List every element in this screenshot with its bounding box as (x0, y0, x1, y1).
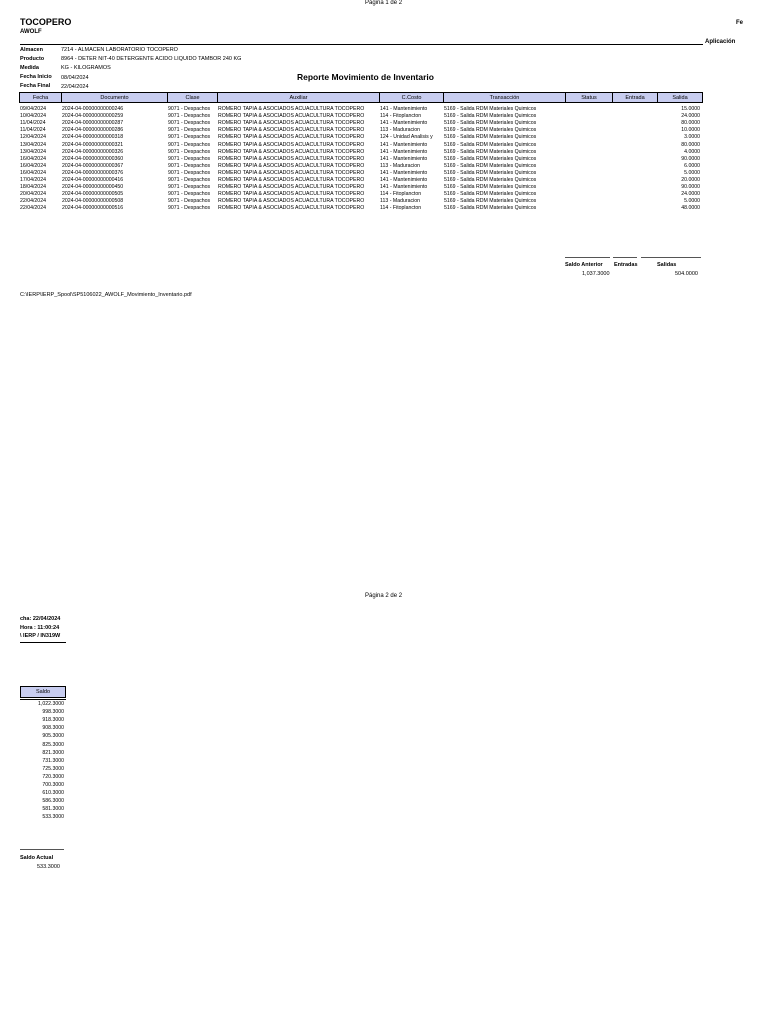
field-label-fecha-final: Fecha Final (20, 83, 51, 89)
total-divider (20, 849, 64, 850)
cell-documento: 2024-04-00000000000246 (62, 106, 124, 112)
column-header-saldo: Saldo (20, 686, 66, 698)
cell-salida: 5.0000 (684, 198, 700, 205)
cell-clase: 9071 - Despachos (168, 120, 211, 127)
cell-ccosto: 113 - Maduracion (380, 198, 420, 205)
cell-clase: 9071 - Despachos (168, 113, 211, 120)
cell-transaccion: 5169 - Salida RDM Materiales Quimicos (444, 205, 537, 212)
cell-ccosto: 141 - Mantenimiento (380, 177, 428, 183)
saldo-cell: 720.3000 (42, 773, 64, 780)
cell-clase: 9071 - Despachos (168, 205, 211, 212)
saldo-cell: 998.3000 (42, 709, 64, 716)
cell-transaccion: 5169 - Salida RDM Materiales Quimicos (444, 106, 537, 112)
field-value-fecha-inicio: 08/04/2024 (61, 75, 89, 81)
column-header-fecha: Fecha (19, 92, 61, 103)
cell-clase: 9071 - Despachos (168, 177, 211, 183)
field-label-almacen: Almacen (20, 47, 43, 53)
cell-documento: 2024-04-00000000000416 (62, 177, 124, 183)
table-row (0, 120, 768, 127)
saldo-cell: 581.3000 (42, 806, 64, 813)
cell-salida: 6.0000 (684, 162, 700, 169)
cell-transaccion: 5169 - Salida RDM Materiales Quimicos (444, 184, 537, 191)
cell-fecha: 13/04/2024 (20, 148, 46, 155)
table-row (0, 156, 768, 163)
cell-transaccion: 5169 - Salida RDM Materiales Quimicos (444, 127, 537, 134)
saldo-cell: 1,022.3000 (38, 701, 64, 707)
page-number-label: Página 2 de 2 (365, 593, 403, 599)
cell-auxiliar: ROMERO TAPIA & ASOCIADOS ACUACULTURA TOCOPERO (218, 162, 365, 169)
cell-clase: 9071 - Despachos (168, 148, 211, 155)
table-row (0, 170, 768, 177)
cell-fecha: 11/04/2024 (20, 120, 46, 127)
entradas-label: Entradas (614, 262, 638, 268)
cell-clase: 9071 - Despachos (168, 127, 211, 134)
cell-transaccion: 5169 - Salida RDM Materiales Quimicos (444, 155, 537, 162)
cell-documento: 2024-04-00000000000360 (62, 155, 124, 162)
cell-documento: 2024-04-00000000000516 (62, 205, 124, 212)
salidas-total-value: 504.0000 (675, 271, 698, 277)
table-row (0, 177, 768, 184)
saldo-cell: 825.3000 (42, 741, 64, 748)
cell-fecha: 16/04/2024 (20, 162, 46, 169)
cell-transaccion: 5169 - Salida RDM Materiales Quimicos (444, 141, 537, 148)
cell-fecha: 13/04/2024 (20, 141, 46, 148)
cell-documento: 2024-04-00000000000508 (62, 198, 124, 205)
cell-documento: 2024-04-00000000000318 (62, 134, 124, 141)
cell-salida: 90.0000 (681, 155, 700, 162)
cell-fecha: 17/04/2024 (20, 177, 46, 183)
cell-fecha: 10/04/2024 (20, 113, 46, 120)
cell-salida: 48.0000 (681, 205, 700, 212)
cell-fecha: 16/04/2024 (20, 169, 46, 176)
header-divider (20, 699, 66, 700)
company-name: TOCOPERO (20, 17, 72, 27)
field-value-medida: KG - KILOGRAMOS (61, 65, 111, 71)
cell-ccosto: 141 - Mantenimiento (380, 184, 428, 191)
column-header-salida: Salida (657, 92, 703, 103)
cell-transaccion: 5169 - Salida RDM Materiales Quimicos (444, 134, 537, 141)
header-divider (20, 44, 703, 45)
table-row (0, 127, 768, 134)
cell-salida: 80.0000 (681, 141, 700, 148)
table-row (0, 184, 768, 191)
cell-documento: 2024-04-00000000000326 (62, 148, 124, 155)
column-header-auxiliar: Auxiliar (217, 92, 379, 103)
cell-documento: 2024-04-00000000000505 (62, 191, 124, 198)
cell-ccosto: 114 - Fitoplancton (380, 191, 422, 198)
field-value-almacen: 7214 - ALMACEN LABORATORIO TOCOPERO (61, 47, 178, 53)
cell-auxiliar: ROMERO TAPIA & ASOCIADOS ACUACULTURA TOCOPERO (218, 113, 365, 120)
total-divider (613, 257, 637, 258)
table-header (19, 92, 703, 104)
column-header-documento: Documento (61, 92, 167, 103)
field-label-fecha-inicio: Fecha Inicio (20, 74, 52, 80)
cell-fecha: 18/04/2024 (20, 184, 46, 191)
cell-documento: 2024-04-00000000000286 (62, 127, 124, 134)
cell-clase: 9071 - Despachos (168, 162, 211, 169)
saldo-anterior-label: Saldo Anterior (565, 262, 603, 268)
cell-fecha: 22/04/2024 (20, 205, 46, 212)
cell-documento: 2024-04-00000000000450 (62, 184, 124, 191)
application-code: \ IERP / IN319W (20, 633, 61, 639)
cell-clase: 9071 - Despachos (168, 184, 211, 191)
saldo-cell: 905.3000 (42, 733, 64, 740)
saldo-actual-value: 533.3000 (37, 864, 60, 870)
saldo-actual-label: Saldo Actual (20, 855, 54, 861)
field-label-producto: Producto (20, 56, 45, 62)
cell-clase: 9071 - Despachos (168, 198, 211, 205)
saldo-cell: 586.3000 (42, 798, 64, 805)
page-number-label: Página 1 de 2 (365, 0, 403, 6)
saldo-cell: 908.3000 (42, 725, 64, 732)
cell-documento: 2024-04-00000000000259 (62, 113, 124, 120)
cell-salida: 20.0000 (681, 177, 700, 183)
saldo-anterior-value: 1,037.3000 (582, 271, 610, 277)
cell-transaccion: 5169 - Salida RDM Materiales Quimicos (444, 177, 537, 183)
column-header-transaccion: Transacción (443, 92, 565, 103)
cell-documento: 2024-04-00000000000376 (62, 169, 124, 176)
file-path: C:\IERP\IERP_Spool\SP5106022_AWOLF_Movimiento_Inventario.pdf (20, 292, 192, 298)
table-row (0, 142, 768, 149)
saldo-cell: 725.3000 (42, 765, 64, 772)
cell-fecha: 20/04/2024 (20, 191, 46, 198)
cell-ccosto: 141 - Mantenimiento (380, 141, 428, 148)
total-divider (641, 257, 701, 258)
cell-auxiliar: ROMERO TAPIA & ASOCIADOS ACUACULTURA TOCOPERO (218, 198, 365, 205)
saldo-cell: 918.3000 (42, 717, 64, 724)
field-label-medida: Medida (20, 65, 39, 71)
cell-auxiliar: ROMERO TAPIA & ASOCIADOS ACUACULTURA TOCOPERO (218, 141, 365, 148)
table-row (0, 198, 768, 205)
cell-clase: 9071 - Despachos (168, 169, 211, 176)
table-row (0, 113, 768, 120)
table-row (0, 163, 768, 170)
table-row (0, 205, 768, 212)
saldo-cell: 610.3000 (42, 790, 64, 797)
date-label-partial: Fe (736, 20, 744, 26)
cell-auxiliar: ROMERO TAPIA & ASOCIADOS ACUACULTURA TOCOPERO (218, 169, 365, 176)
cell-auxiliar: ROMERO TAPIA & ASOCIADOS ACUACULTURA TOCOPERO (218, 134, 365, 141)
cell-transaccion: 5169 - Salida RDM Materiales Quimicos (444, 198, 537, 205)
field-value-producto: 8964 - DETER NIT-40 DETERGENTE ACIDO LIQUIDO TAMBOR 240 KG (61, 56, 242, 62)
cell-auxiliar: ROMERO TAPIA & ASOCIADOS ACUACULTURA TOCOPERO (218, 177, 365, 183)
cell-clase: 9071 - Despachos (168, 134, 211, 141)
saldo-cell: 533.3000 (42, 814, 64, 821)
cell-transaccion: 5169 - Salida RDM Materiales Quimicos (444, 148, 537, 155)
field-value-fecha-final: 22/04/2024 (61, 84, 89, 90)
cell-salida: 15.0000 (681, 106, 700, 112)
saldo-cell: 731.3000 (42, 757, 64, 764)
cell-fecha: 16/04/2024 (20, 155, 46, 162)
report-title: Reporte Movimiento de Inventario (297, 72, 434, 82)
column-header-clase: Clase (167, 92, 217, 103)
cell-ccosto: 141 - Mantenimiento (380, 155, 428, 162)
application-label: Aplicación (705, 39, 736, 45)
cell-auxiliar: ROMERO TAPIA & ASOCIADOS ACUACULTURA TOCOPERO (218, 184, 365, 191)
column-header-status: Status (565, 92, 612, 103)
cell-clase: 9071 - Despachos (168, 141, 211, 148)
cell-fecha: 12/04/2024 (20, 134, 46, 141)
cell-fecha: 09/04/2024 (20, 106, 46, 112)
cell-ccosto: 124 - Unidad Analisis y (380, 134, 433, 141)
column-header-entrada: Entrada (612, 92, 657, 103)
cell-salida: 24.0000 (681, 191, 700, 198)
user-name: AWOLF (20, 29, 42, 35)
cell-salida: 4.0000 (684, 148, 700, 155)
cell-salida: 5.0000 (684, 169, 700, 176)
cell-transaccion: 5169 - Salida RDM Materiales Quimicos (444, 120, 537, 127)
cell-salida: 24.0000 (681, 113, 700, 120)
cell-ccosto: 141 - Mantenimiento (380, 120, 428, 127)
cell-transaccion: 5169 - Salida RDM Materiales Quimicos (444, 162, 537, 169)
cell-auxiliar: ROMERO TAPIA & ASOCIADOS ACUACULTURA TOCOPERO (218, 148, 365, 155)
table-row (0, 191, 768, 198)
report-time: Hora : 11:00:24 (20, 625, 60, 631)
cell-salida: 3.0000 (684, 134, 700, 141)
cell-auxiliar: ROMERO TAPIA & ASOCIADOS ACUACULTURA TOCOPERO (218, 106, 365, 112)
cell-ccosto: 141 - Mantenimiento (380, 106, 428, 112)
salidas-label: Salidas (657, 262, 677, 268)
cell-ccosto: 113 - Maduracion (380, 127, 420, 134)
cell-documento: 2024-04-00000000000367 (62, 162, 124, 169)
table-row (0, 149, 768, 156)
cell-salida: 10.0000 (681, 127, 700, 134)
cell-ccosto: 141 - Mantenimiento (380, 148, 428, 155)
cell-ccosto: 114 - Fitoplancton (380, 113, 422, 120)
cell-documento: 2024-04-00000000000287 (62, 120, 124, 127)
table-row (0, 134, 768, 141)
cell-ccosto: 141 - Mantenimiento (380, 169, 428, 176)
header-divider (20, 642, 66, 643)
cell-auxiliar: ROMERO TAPIA & ASOCIADOS ACUACULTURA TOCOPERO (218, 205, 365, 212)
cell-salida: 90.0000 (681, 184, 700, 191)
cell-auxiliar: ROMERO TAPIA & ASOCIADOS ACUACULTURA TOCOPERO (218, 155, 365, 162)
saldo-cell: 821.3000 (42, 749, 64, 756)
cell-fecha: 22/04/2024 (20, 198, 46, 205)
cell-documento: 2024-04-00000000000321 (62, 141, 124, 148)
cell-auxiliar: ROMERO TAPIA & ASOCIADOS ACUACULTURA TOCOPERO (218, 127, 365, 134)
cell-transaccion: 5169 - Salida RDM Materiales Quimicos (444, 191, 537, 198)
saldo-cell: 700.3000 (42, 782, 64, 788)
cell-clase: 9071 - Despachos (168, 106, 211, 112)
cell-clase: 9071 - Despachos (168, 191, 211, 198)
column-header-ccosto: C.Costo (379, 92, 443, 103)
cell-auxiliar: ROMERO TAPIA & ASOCIADOS ACUACULTURA TOCOPERO (218, 120, 365, 127)
cell-clase: 9071 - Despachos (168, 155, 211, 162)
cell-transaccion: 5169 - Salida RDM Materiales Quimicos (444, 113, 537, 120)
cell-transaccion: 5169 - Salida RDM Materiales Quimicos (444, 169, 537, 176)
cell-ccosto: 113 - Maduracion (380, 162, 420, 169)
table-row (0, 106, 768, 113)
cell-fecha: 11/04/2024 (20, 127, 46, 134)
cell-ccosto: 114 - Fitoplancton (380, 205, 422, 212)
total-divider (565, 257, 610, 258)
cell-salida: 80.0000 (681, 120, 700, 127)
cell-auxiliar: ROMERO TAPIA & ASOCIADOS ACUACULTURA TOCOPERO (218, 191, 365, 198)
report-date: cha: 22/04/2024 (20, 616, 61, 622)
